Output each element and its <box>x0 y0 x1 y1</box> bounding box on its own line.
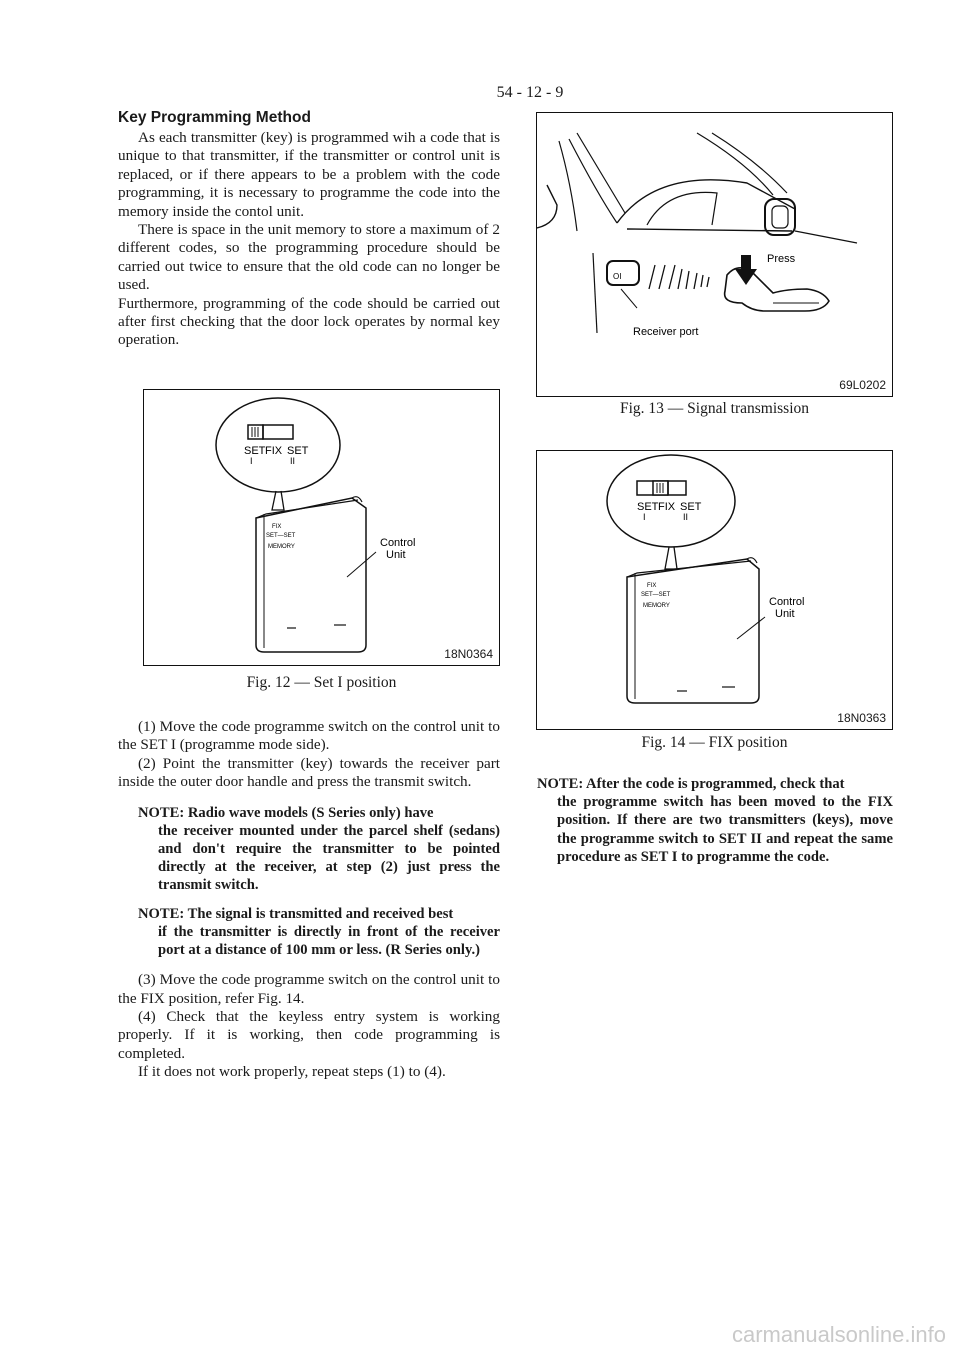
note-signal <box>138 905 500 960</box>
note-radio-wave <box>138 804 500 895</box>
note-signal-first: NOTE: The signal is transmitted and received best <box>138 905 454 922</box>
figure-code: 18N0363 <box>837 711 886 725</box>
intro-paragraph-3: Furthermore, programming of the code should be carried out after first checking that the door lock operates by normal key operation. <box>118 294 500 349</box>
figure-13-caption: Fig. 13 — Signal transmission <box>619 400 810 417</box>
intro-paragraph-2: There is space in the unit memory to store a maximum of 2 different codes, so the programming procedure should be carried out twice to ensure that the old code can no longer be used. <box>118 221 500 294</box>
step-4-continued: If it does not work properly, repeat steps (1) to (4). <box>138 1063 446 1081</box>
figure-12-caption: Fig. 12 — Set I position <box>246 674 397 691</box>
figure-14 <box>536 450 893 730</box>
intro-paragraph-1: As each transmitter (key) is programmed wih a code that is unique to that transmitter, if the transmitter or control unit is replaced, or if there appears to be a problem with the code programming, it is necessary to programme the code into the memory inside the contol unit. <box>118 129 500 220</box>
label-control: Control <box>769 596 805 608</box>
procedure-steps <box>118 718 500 1082</box>
step-3: (3) Move the code programme switch on the control unit to the FIX position, refer Fig. 14. <box>118 971 500 1007</box>
label-control: Control <box>380 537 416 549</box>
note-after-programming-rest: the programme switch has been moved to the FIX position. If there are two transmitters (keys), move the programme switch to SET II and repeat the same procedure as SET I to programme the code. <box>557 794 893 865</box>
switch-label-num2: II <box>683 512 689 522</box>
signal-transmission-illustration <box>537 113 891 395</box>
svg-text:FIX: FIX <box>272 524 282 530</box>
section-heading: Key Programming Method <box>118 109 311 126</box>
switch-label-set1: SET <box>244 445 266 457</box>
switch-label-num1: I <box>643 512 646 522</box>
label-unit: Unit <box>775 608 795 620</box>
footer-watermark: carmanualsonline.info <box>731 1322 946 1347</box>
note-after-programming <box>537 775 893 866</box>
control-unit-illustration <box>144 390 498 664</box>
svg-text:FIX: FIX <box>647 583 657 589</box>
svg-text:MEMORY: MEMORY <box>643 603 670 609</box>
figure-code: 69L0202 <box>839 378 886 392</box>
note-radio-wave-first: NOTE: Radio wave models (S Series only) have <box>138 804 434 821</box>
switch-label-num2: II <box>290 456 296 466</box>
label-unit: Unit <box>386 549 406 561</box>
switch-label-fix: FIX <box>265 445 283 457</box>
note-radio-wave-rest: the receiver mounted under the parcel shelf (sedans) and don't require the transmitter to be pointed directly at the receiver, at step (2) just press the transmit switch. <box>158 822 500 894</box>
page-number: 54 - 12 - 9 <box>496 84 564 101</box>
svg-text:SET—SET: SET—SET <box>641 592 671 598</box>
svg-text:MEMORY: MEMORY <box>268 544 295 550</box>
switch-label-fix: FIX <box>658 501 676 513</box>
switch-label-set2: SET <box>287 445 309 457</box>
control-unit-illustration <box>537 451 891 728</box>
note-after-programming-first: NOTE: After the code is programmed, check that <box>537 776 845 792</box>
step-4: (4) Check that the keyless entry system is working properly. If it is working, then code programming is completed. <box>118 1008 500 1062</box>
switch-label-num1: I <box>250 456 253 466</box>
label-receiver-port: Receiver port <box>633 326 699 338</box>
svg-text:OI: OI <box>613 272 622 281</box>
step-2: (2) Point the transmitter (key) towards the receiver part inside the outer door handle and press the transmit switch. <box>118 754 500 791</box>
note-signal-rest: if the transmitter is directly in front of the receiver port at a distance of 100 mm or less. (R Series only.) <box>158 923 500 959</box>
figure-14-caption: Fig. 14 — FIX position <box>641 734 788 751</box>
step-1: (1) Move the code programme switch on the control unit to the SET I (programme mode side). <box>118 718 500 754</box>
figure-12 <box>143 389 500 666</box>
switch-label-set1: SET <box>637 501 659 513</box>
figure-code: 18N0364 <box>444 647 493 661</box>
switch-label-set2: SET <box>680 501 702 513</box>
svg-text:SET—SET: SET—SET <box>266 533 296 539</box>
figure-13 <box>536 112 893 397</box>
label-press: Press <box>767 253 796 265</box>
intro-text <box>118 129 500 350</box>
